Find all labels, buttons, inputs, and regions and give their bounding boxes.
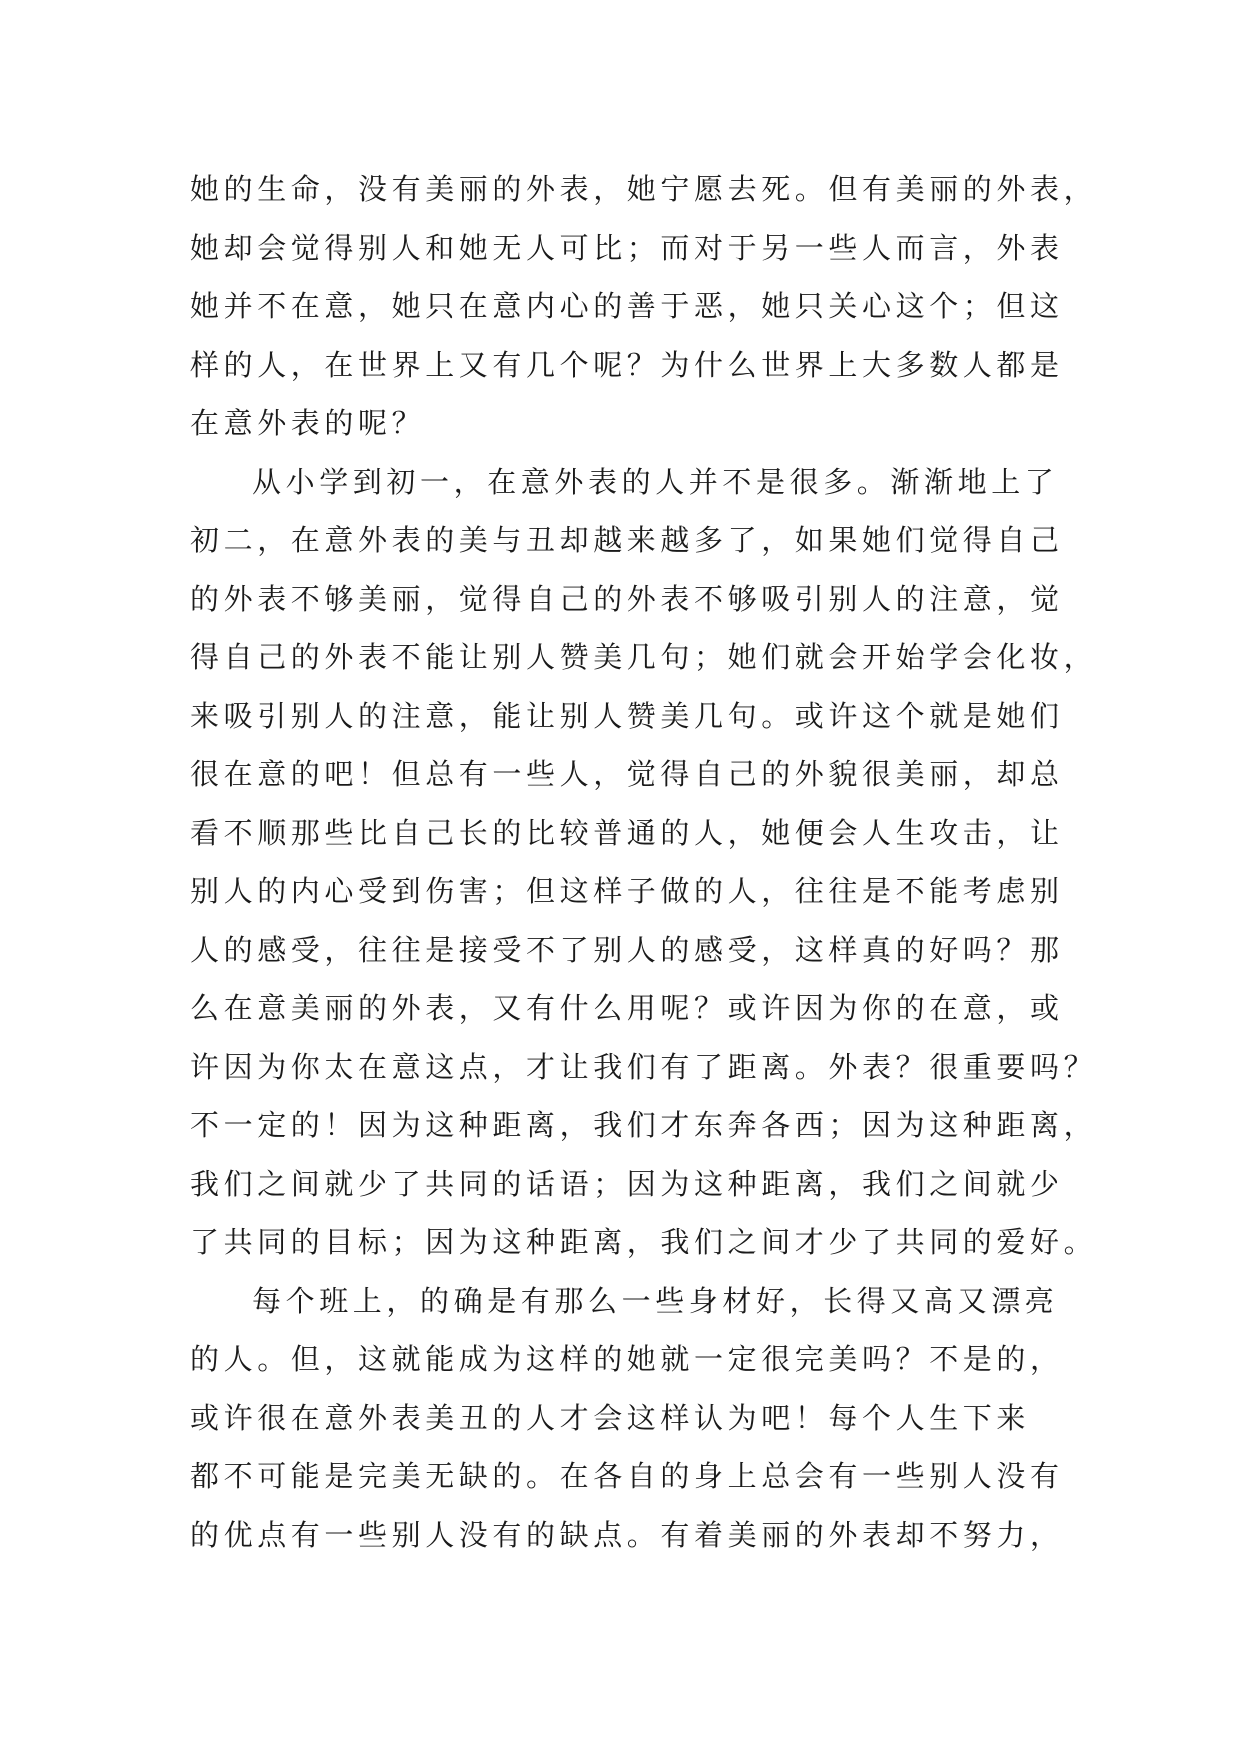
text-line: 她并不在意，她只在意内心的善于恶，她只关心这个；但这 (190, 289, 1064, 323)
text-line: 的人。但，这就能成为这样的她就一定很完美吗？不是的， (190, 1342, 1064, 1376)
text-line: 么在意美丽的外表，又有什么用呢？或许因为你的在意，或 (190, 991, 1064, 1025)
text-line: 得自己的外表不能让别人赞美几句；她们就会开始学会化妆， (190, 640, 1098, 674)
text-line: 都不可能是完美无缺的。在各自的身上总会有一些别人没有 (190, 1459, 1064, 1493)
text-line: 了共同的目标；因为这种距离，我们之间才少了共同的爱好。 (190, 1225, 1098, 1259)
text-line: 她却会觉得别人和她无人可比；而对于另一些人而言，外表 (190, 230, 1064, 265)
text-line: 来吸引别人的注意，能让别人赞美几句。或许这个就是她们 (190, 698, 1064, 733)
text-line: 别人的内心受到伤害；但这样子做的人，往往是不能考虑别 (190, 874, 1064, 908)
paragraph-start-line: 从小学到初一，在意外表的人并不是很多。渐渐地上了 (252, 464, 1059, 499)
text-line: 的外表不够美丽，觉得自己的外表不够吸引别人的注意，觉 (190, 581, 1064, 616)
text-line: 我们之间就少了共同的话语；因为这种距离，我们之间就少 (190, 1166, 1064, 1201)
text-line: 的优点有一些别人没有的缺点。有着美丽的外表却不努力， (190, 1517, 1064, 1552)
text-line: 她的生命，没有美丽的外表，她宁愿去死。但有美丽的外表， (190, 172, 1098, 206)
text-line: 很在意的吧！但总有一些人，觉得自己的外貌很美丽，却总 (190, 757, 1064, 791)
text-line: 许因为你太在意这点，才让我们有了距离。外表？很重要吗？ (190, 1049, 1098, 1084)
text-line: 人的感受，往往是接受不了别人的感受，这样真的好吗？那 (190, 932, 1064, 967)
text-line: 在意外表的呢？ (190, 406, 426, 440)
body-text (190, 160, 1098, 1564)
text-line: 样的人，在世界上又有几个呢？为什么世界上大多数人都是 (190, 347, 1064, 382)
text-line: 看不顺那些比自己长的比较普通的人，她便会人生攻击，让 (190, 815, 1064, 850)
text-line: 不一定的！因为这种距离，我们才东奔各西；因为这种距离， (190, 1108, 1098, 1142)
text-line: 初二，在意外表的美与丑却越来越多了，如果她们觉得自己 (190, 523, 1064, 557)
text-line: 或许很在意外表美丑的人才会这样认为吧！每个人生下来 (190, 1400, 1031, 1435)
paragraph-start-line: 每个班上，的确是有那么一些身材好，长得又高又漂亮 (252, 1283, 1059, 1318)
